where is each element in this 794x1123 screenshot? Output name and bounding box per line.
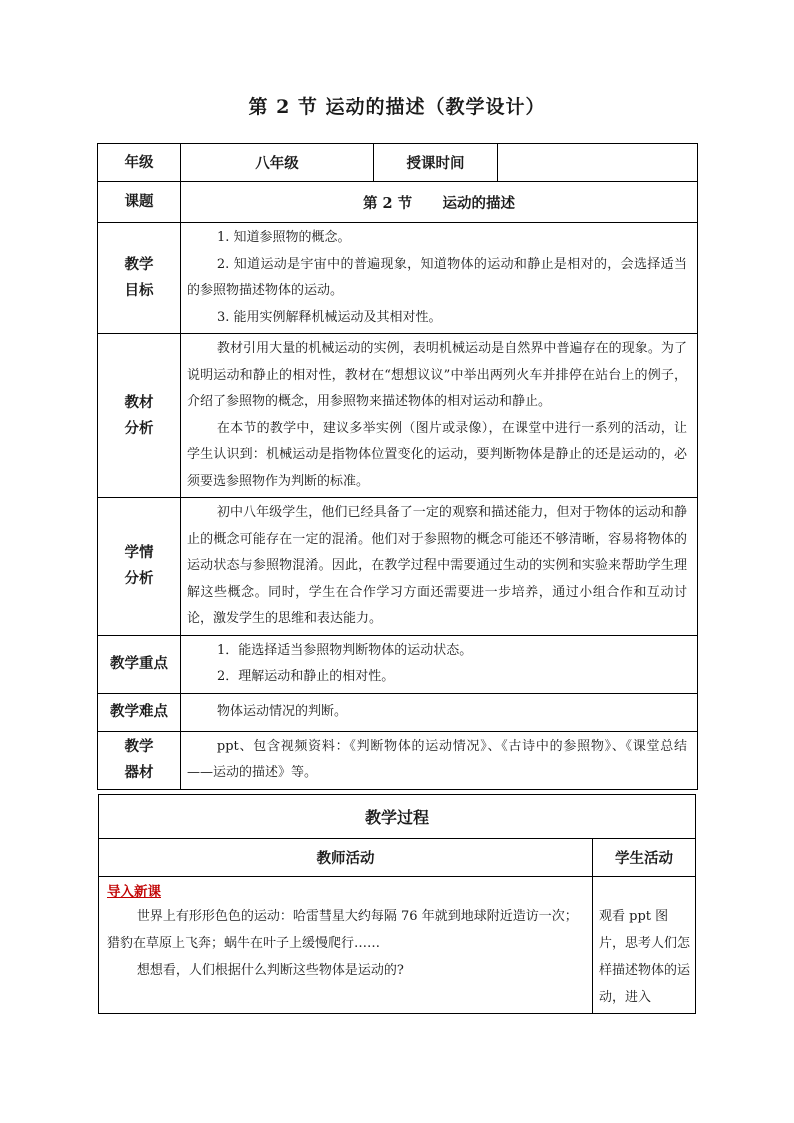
lesson-info-table [97,143,698,790]
objectives-content [181,223,698,334]
objective-item: 3. 能用实例解释机械运动及其相对性。 [217,309,442,325]
grade-label: 年级 [98,144,181,182]
key-points-row [98,635,698,693]
key-points-content [181,635,698,693]
student-analysis-row [98,498,698,636]
key-point-item: 2．理解运动和静止的相对性。 [217,669,395,684]
student-analysis-content [181,498,698,636]
time-label: 授课时间 [374,144,498,182]
teaching-process-table [98,794,696,1014]
equipment-text: ppt、包含视频资料：《判断物体的运动情况》、《古诗中的参照物》、《课堂总结——运动的描述》等。 [187,738,687,780]
equipment-row [98,731,698,789]
material-analysis-row [98,334,698,498]
page-title: 第 2 节 运动的描述（教学设计） [248,96,546,118]
process-title: 教学过程 [99,795,696,839]
teacher-activity-header: 教师活动 [99,839,593,877]
student-activity-header: 学生活动 [593,839,696,877]
grade-value: 八年级 [181,144,374,182]
difficulties-text: 物体运动情况的判断。 [217,703,348,719]
analysis-paragraph: 初中八年级学生，他们已经具备了一定的观察和描述能力，但对于物体的运动和静止的概念可能存在一定的混淆。他们对于参照物的概念可能还不够清晰，容易将物体的运动状态与参照物混淆。因此，在教学过程中需要通过生动的实例和实验来帮助学生理解这些概念。同时，学生在合作学习方面还需要进一步培养，通过小组合作和互动讨论，激发学生的思维和表达能力。 [187,505,687,626]
material-analysis-content [181,334,698,498]
objective-item: 1. 知道参照物的概念。 [217,230,351,245]
student-analysis-label: 学情 分析 [98,498,181,636]
intro-heading: 导入新课 [107,884,161,900]
topic-value: 第 2 节 运动的描述 [181,182,698,223]
difficulties-row [98,693,698,731]
student-activity-cell: 观看 ppt 图片，思考人们怎样描述物体的运动，进入 [593,877,696,1014]
intro-paragraph: 想想看，人们根据什么判断这些物体是运动的? [136,963,404,978]
analysis-paragraph: 在本节的教学中，建议多举实例（图片或录像），在课堂中进行一系列的活动，让学生认识到：机械运动是指物体位置变化的运动，要判断物体是静止的还是运动的，必须要选参照物作为判断的标准。 [187,420,687,489]
grade-row [98,144,698,182]
time-value [498,144,698,182]
objectives-row [98,223,698,334]
topic-label: 课题 [98,182,181,223]
equipment-label: 教学 器材 [98,731,181,789]
equipment-content [181,731,698,789]
intro-paragraph: 世界上有形形色色的运动：哈雷彗星大约每隔 76 年就到地球附近造访一次；猎豹在草原上飞奔；蜗牛在叶子上缓慢爬行…… [107,909,578,951]
objectives-label: 教学 目标 [98,223,181,334]
topic-row [98,182,698,223]
material-analysis-label: 教材 分析 [98,334,181,498]
teacher-activity-cell [99,877,593,1014]
objective-item: 2. 知道运动是宇宙中的普遍现象，知道物体的运动和静止是相对的，会选择适当的参照物描述物体的运动。 [187,256,687,298]
key-points-label: 教学重点 [98,635,181,693]
analysis-paragraph: 教材引用大量的机械运动的实例，表明机械运动是自然界中普遍存在的现象。为了说明运动和静止的相对性，教材在“想想议议”中举出两列火车并排停在站台上的例子，介绍了参照物的概念，用参照物来描述物体的相对运动和静止。 [187,341,687,409]
difficulties-label: 教学难点 [98,693,181,731]
key-point-item: 1．能选择适当参照物判断物体的运动状态。 [217,642,473,658]
